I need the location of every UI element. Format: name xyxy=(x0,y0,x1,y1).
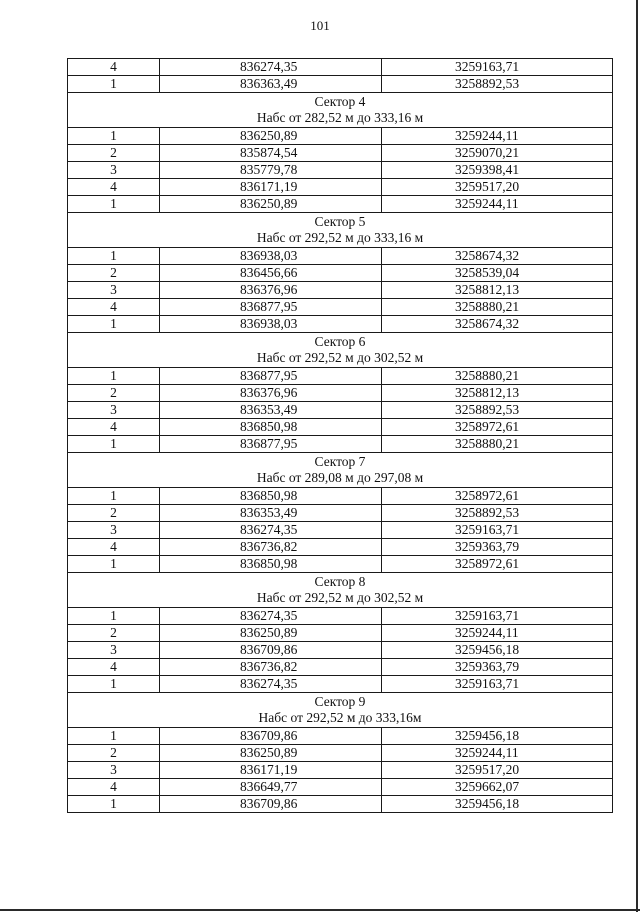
sector-height-range: Набс от 292,52 м до 302,52 м xyxy=(256,350,424,365)
y-coordinate-cell: 3259163,71 xyxy=(382,522,613,539)
sector-header xyxy=(68,213,613,248)
x-coordinate-cell: 836709,86 xyxy=(160,728,382,745)
x-coordinate-cell: 836709,86 xyxy=(160,796,382,813)
x-coordinate-cell: 835779,78 xyxy=(160,162,382,179)
table-row xyxy=(68,728,613,745)
sector-height-range: Набс от 282,52 м до 333,16 м xyxy=(256,110,424,125)
table-row xyxy=(68,419,613,436)
table-row xyxy=(68,76,613,93)
point-number-cell: 3 xyxy=(68,162,160,179)
table-row xyxy=(68,145,613,162)
x-coordinate-cell: 836736,82 xyxy=(160,659,382,676)
sector-header-row xyxy=(68,213,613,248)
table-row xyxy=(68,179,613,196)
y-coordinate-cell: 3259398,41 xyxy=(382,162,613,179)
x-coordinate-cell: 836877,95 xyxy=(160,299,382,316)
y-coordinate-cell: 3258972,61 xyxy=(382,488,613,505)
x-coordinate-cell: 836850,98 xyxy=(160,556,382,573)
sector-header xyxy=(68,333,613,368)
table-row xyxy=(68,488,613,505)
x-coordinate-cell: 836649,77 xyxy=(160,779,382,796)
scan-edge-right xyxy=(636,0,638,912)
table-row xyxy=(68,299,613,316)
x-coordinate-cell: 836250,89 xyxy=(160,196,382,213)
x-coordinate-cell: 836250,89 xyxy=(160,625,382,642)
point-number-cell: 1 xyxy=(68,368,160,385)
table-row xyxy=(68,779,613,796)
point-number-cell: 4 xyxy=(68,659,160,676)
point-number-cell: 4 xyxy=(68,59,160,76)
sector-title: Сектор 9 xyxy=(314,694,366,709)
y-coordinate-cell: 3259363,79 xyxy=(382,659,613,676)
table-row xyxy=(68,402,613,419)
table-row xyxy=(68,659,613,676)
point-number-cell: 4 xyxy=(68,179,160,196)
coordinates-table-body xyxy=(68,59,613,813)
y-coordinate-cell: 3259163,71 xyxy=(382,608,613,625)
x-coordinate-cell: 836363,49 xyxy=(160,76,382,93)
table-row xyxy=(68,248,613,265)
point-number-cell: 1 xyxy=(68,128,160,145)
y-coordinate-cell: 3258880,21 xyxy=(382,368,613,385)
x-coordinate-cell: 836353,49 xyxy=(160,505,382,522)
table-row xyxy=(68,642,613,659)
y-coordinate-cell: 3258972,61 xyxy=(382,419,613,436)
table-row xyxy=(68,162,613,179)
point-number-cell: 2 xyxy=(68,385,160,402)
scan-edge-bottom xyxy=(0,909,640,911)
table-row xyxy=(68,625,613,642)
table-row xyxy=(68,128,613,145)
y-coordinate-cell: 3258674,32 xyxy=(382,316,613,333)
y-coordinate-cell: 3258812,13 xyxy=(382,385,613,402)
point-number-cell: 1 xyxy=(68,436,160,453)
y-coordinate-cell: 3258812,13 xyxy=(382,282,613,299)
y-coordinate-cell: 3259517,20 xyxy=(382,179,613,196)
y-coordinate-cell: 3259363,79 xyxy=(382,539,613,556)
y-coordinate-cell: 3258892,53 xyxy=(382,505,613,522)
table-row xyxy=(68,539,613,556)
y-coordinate-cell: 3258972,61 xyxy=(382,556,613,573)
sector-title: Сектор 4 xyxy=(314,94,366,109)
point-number-cell: 1 xyxy=(68,608,160,625)
sector-header xyxy=(68,693,613,728)
table-row xyxy=(68,436,613,453)
x-coordinate-cell: 836736,82 xyxy=(160,539,382,556)
point-number-cell: 2 xyxy=(68,745,160,762)
point-number-cell: 2 xyxy=(68,505,160,522)
table-row xyxy=(68,196,613,213)
sector-header-row xyxy=(68,333,613,368)
point-number-cell: 2 xyxy=(68,265,160,282)
table-row xyxy=(68,762,613,779)
sector-height-range: Набс от 292,52 м до 333,16м xyxy=(258,710,422,725)
y-coordinate-cell: 3258892,53 xyxy=(382,76,613,93)
point-number-cell: 1 xyxy=(68,676,160,693)
sector-height-range: Набс от 292,52 м до 333,16 м xyxy=(256,230,424,245)
table-row xyxy=(68,745,613,762)
point-number-cell: 2 xyxy=(68,625,160,642)
y-coordinate-cell: 3258539,04 xyxy=(382,265,613,282)
y-coordinate-cell: 3259244,11 xyxy=(382,625,613,642)
y-coordinate-cell: 3258674,32 xyxy=(382,248,613,265)
table-row xyxy=(68,59,613,76)
table-row xyxy=(68,556,613,573)
point-number-cell: 3 xyxy=(68,642,160,659)
point-number-cell: 3 xyxy=(68,762,160,779)
y-coordinate-cell: 3259517,20 xyxy=(382,762,613,779)
point-number-cell: 4 xyxy=(68,419,160,436)
point-number-cell: 3 xyxy=(68,282,160,299)
y-coordinate-cell: 3259244,11 xyxy=(382,128,613,145)
point-number-cell: 4 xyxy=(68,299,160,316)
sector-height-range: Набс от 292,52 м до 302,52 м xyxy=(256,590,424,605)
point-number-cell: 1 xyxy=(68,488,160,505)
x-coordinate-cell: 836274,35 xyxy=(160,608,382,625)
y-coordinate-cell: 3258892,53 xyxy=(382,402,613,419)
x-coordinate-cell: 836274,35 xyxy=(160,59,382,76)
point-number-cell: 3 xyxy=(68,402,160,419)
sector-header-row xyxy=(68,573,613,608)
x-coordinate-cell: 836938,03 xyxy=(160,316,382,333)
y-coordinate-cell: 3259662,07 xyxy=(382,779,613,796)
y-coordinate-cell: 3259244,11 xyxy=(382,196,613,213)
y-coordinate-cell: 3259456,18 xyxy=(382,728,613,745)
point-number-cell: 4 xyxy=(68,539,160,556)
point-number-cell: 2 xyxy=(68,145,160,162)
y-coordinate-cell: 3259163,71 xyxy=(382,59,613,76)
x-coordinate-cell: 836456,66 xyxy=(160,265,382,282)
x-coordinate-cell: 836850,98 xyxy=(160,419,382,436)
x-coordinate-cell: 836877,95 xyxy=(160,368,382,385)
x-coordinate-cell: 836353,49 xyxy=(160,402,382,419)
sector-title: Сектор 6 xyxy=(314,334,366,349)
sector-header xyxy=(68,453,613,488)
x-coordinate-cell: 836250,89 xyxy=(160,745,382,762)
x-coordinate-cell: 836171,19 xyxy=(160,179,382,196)
point-number-cell: 1 xyxy=(68,248,160,265)
table-row xyxy=(68,316,613,333)
point-number-cell: 1 xyxy=(68,556,160,573)
table-row xyxy=(68,368,613,385)
y-coordinate-cell: 3258880,21 xyxy=(382,436,613,453)
sector-header xyxy=(68,93,613,128)
x-coordinate-cell: 836250,89 xyxy=(160,128,382,145)
point-number-cell: 1 xyxy=(68,76,160,93)
table-row xyxy=(68,265,613,282)
sector-height-range: Набс от 289,08 м до 297,08 м xyxy=(256,470,424,485)
sector-title: Сектор 8 xyxy=(314,574,366,589)
y-coordinate-cell: 3259456,18 xyxy=(382,796,613,813)
x-coordinate-cell: 836877,95 xyxy=(160,436,382,453)
point-number-cell: 4 xyxy=(68,779,160,796)
table-row xyxy=(68,505,613,522)
point-number-cell: 1 xyxy=(68,796,160,813)
y-coordinate-cell: 3259244,11 xyxy=(382,745,613,762)
table-row xyxy=(68,282,613,299)
x-coordinate-cell: 836938,03 xyxy=(160,248,382,265)
table-row xyxy=(68,676,613,693)
x-coordinate-cell: 835874,54 xyxy=(160,145,382,162)
y-coordinate-cell: 3259163,71 xyxy=(382,676,613,693)
y-coordinate-cell: 3259070,21 xyxy=(382,145,613,162)
sector-header xyxy=(68,573,613,608)
x-coordinate-cell: 836376,96 xyxy=(160,282,382,299)
x-coordinate-cell: 836709,86 xyxy=(160,642,382,659)
point-number-cell: 1 xyxy=(68,316,160,333)
table-row xyxy=(68,522,613,539)
sector-header-row xyxy=(68,453,613,488)
x-coordinate-cell: 836376,96 xyxy=(160,385,382,402)
y-coordinate-cell: 3259456,18 xyxy=(382,642,613,659)
point-number-cell: 1 xyxy=(68,196,160,213)
table-row xyxy=(68,608,613,625)
x-coordinate-cell: 836850,98 xyxy=(160,488,382,505)
sector-title: Сектор 5 xyxy=(314,214,366,229)
x-coordinate-cell: 836274,35 xyxy=(160,522,382,539)
x-coordinate-cell: 836171,19 xyxy=(160,762,382,779)
table-row xyxy=(68,796,613,813)
x-coordinate-cell: 836274,35 xyxy=(160,676,382,693)
point-number-cell: 3 xyxy=(68,522,160,539)
page-number: 101 xyxy=(310,18,330,33)
sector-header-row xyxy=(68,693,613,728)
coordinates-table xyxy=(67,58,613,813)
sector-header-row xyxy=(68,93,613,128)
point-number-cell: 1 xyxy=(68,728,160,745)
table-row xyxy=(68,385,613,402)
sector-title: Сектор 7 xyxy=(314,454,366,469)
y-coordinate-cell: 3258880,21 xyxy=(382,299,613,316)
